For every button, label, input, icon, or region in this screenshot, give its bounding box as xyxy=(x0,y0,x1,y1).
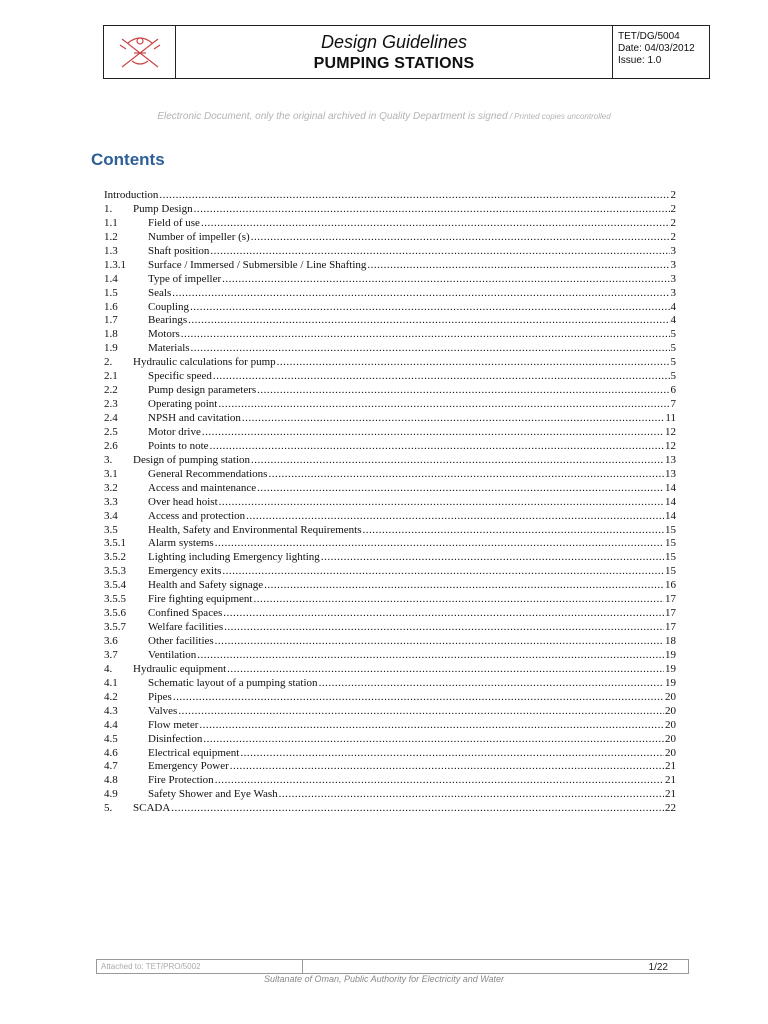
toc-entry[interactable] xyxy=(104,328,676,342)
toc-entry-page: 7 xyxy=(670,398,676,411)
toc-entry-page: 5 xyxy=(670,342,676,355)
toc-dot-leader xyxy=(191,342,670,356)
toc-entry-page: 19 xyxy=(665,648,676,661)
doc-date: Date: 04/03/2012 xyxy=(618,43,695,54)
toc-dot-leader xyxy=(253,593,664,607)
doc-code: TET/DG/5004 xyxy=(618,31,680,42)
toc-entry-page: 12 xyxy=(665,425,676,438)
toc-entry-title: Seals xyxy=(148,286,172,299)
toc-entry[interactable] xyxy=(104,189,676,203)
toc-entry-number: 4.3 xyxy=(104,704,118,717)
toc-entry-page: 21 xyxy=(665,760,676,773)
toc-entry[interactable] xyxy=(104,774,676,788)
toc-entry-title: Specific speed xyxy=(148,370,212,383)
toc-entry-number: 4.7 xyxy=(104,760,118,773)
toc-entry-page: 20 xyxy=(665,746,676,759)
toc-dot-leader xyxy=(215,537,664,551)
toc-entry-title: Design of pumping station xyxy=(133,453,251,466)
toc-entry-number: 2.3 xyxy=(104,398,118,411)
table-of-contents xyxy=(104,189,676,816)
logo-cell xyxy=(104,26,176,78)
toc-entry[interactable] xyxy=(104,370,676,384)
toc-entry-title: Alarm systems xyxy=(148,537,214,550)
toc-entry-number: 1. xyxy=(104,202,113,215)
toc-dot-leader xyxy=(159,189,669,203)
toc-entry-title: Pipes xyxy=(148,690,172,703)
toc-entry-title: SCADA xyxy=(133,802,171,815)
toc-entry-number: 2.4 xyxy=(104,412,118,424)
toc-entry[interactable] xyxy=(104,747,676,761)
toc-entry[interactable] xyxy=(104,314,676,328)
document-header xyxy=(103,25,710,79)
toc-entry-title: Points to note xyxy=(148,439,209,452)
toc-dot-leader xyxy=(251,231,670,245)
toc-entry-number: 3.5.5 xyxy=(104,593,126,606)
toc-dot-leader xyxy=(219,496,664,510)
toc-dot-leader xyxy=(197,649,664,663)
toc-entry-number: 4.4 xyxy=(104,718,118,731)
footer-box xyxy=(96,959,689,974)
toc-dot-leader xyxy=(201,217,670,231)
toc-dot-leader xyxy=(173,691,664,705)
toc-entry[interactable] xyxy=(104,412,676,426)
toc-entry-page: 4 xyxy=(670,300,676,313)
toc-entry-title: Schematic layout of a pumping station xyxy=(148,676,318,689)
toc-entry-title: Fire fighting equipment xyxy=(148,593,253,606)
toc-entry-title: Other facilities xyxy=(148,635,214,647)
toc-entry[interactable] xyxy=(104,496,676,510)
meta-cell xyxy=(613,26,709,78)
toc-entry-page: 2 xyxy=(670,230,676,243)
toc-entry-number: 2. xyxy=(104,356,113,369)
toc-entry[interactable] xyxy=(104,468,676,482)
toc-entry-number: 1.6 xyxy=(104,300,118,313)
toc-dot-leader xyxy=(277,356,670,370)
toc-dot-leader xyxy=(222,273,669,287)
toc-entry-number: 2.1 xyxy=(104,370,118,383)
toc-entry-number: 3.3 xyxy=(104,495,118,508)
toc-entry[interactable] xyxy=(104,510,676,524)
toc-entry-page: 20 xyxy=(665,704,676,717)
toc-entry-page: 11 xyxy=(665,412,676,424)
toc-entry-page: 16 xyxy=(665,579,676,592)
toc-entry[interactable] xyxy=(104,760,676,774)
toc-entry-title: Fire Protection xyxy=(148,774,214,787)
contents-heading: Contents xyxy=(91,150,165,169)
toc-entry[interactable] xyxy=(104,342,676,356)
toc-entry-number: 1.1 xyxy=(104,216,118,229)
toc-entry-page: 15 xyxy=(665,523,676,536)
toc-entry-number: 3.5.2 xyxy=(104,551,126,564)
toc-entry-page: 3 xyxy=(670,258,676,271)
toc-entry-number: 5. xyxy=(104,802,113,815)
toc-entry[interactable] xyxy=(104,691,676,705)
toc-entry-title: Pump Design xyxy=(133,202,193,215)
toc-entry[interactable] xyxy=(104,454,676,468)
toc-entry-page: 15 xyxy=(665,551,676,564)
toc-dot-leader xyxy=(215,635,664,649)
toc-entry-number: 1.8 xyxy=(104,328,118,341)
toc-entry-number: 3.5.7 xyxy=(104,621,126,634)
toc-entry-page: 14 xyxy=(665,495,676,508)
doc-subtitle: PUMPING STATIONS xyxy=(313,55,475,72)
toc-dot-leader xyxy=(190,301,670,315)
toc-entry-page: 2 xyxy=(670,202,676,215)
toc-dot-leader xyxy=(172,287,669,301)
toc-entry-title: Emergency Power xyxy=(148,760,229,773)
toc-entry[interactable] xyxy=(104,384,676,398)
toc-dot-leader xyxy=(215,774,664,788)
toc-entry-title: Access and maintenance xyxy=(148,481,257,494)
toc-entry[interactable] xyxy=(104,301,676,315)
emblem-icon xyxy=(114,31,166,73)
toc-entry-number: 4.9 xyxy=(104,788,118,801)
doc-title: Design Guidelines xyxy=(320,32,468,52)
toc-entry-title: Motor drive xyxy=(148,425,201,438)
footer-attached: Attached to: TET/PRO/5002 xyxy=(97,960,303,973)
toc-entry[interactable] xyxy=(104,802,676,816)
toc-entry-title: Health, Safety and Environmental Requirements xyxy=(148,523,362,536)
document-notice xyxy=(0,111,768,122)
toc-entry-number: 3.6 xyxy=(104,635,118,647)
toc-entry-page: 3 xyxy=(670,286,676,299)
toc-entry-page: 20 xyxy=(665,718,676,731)
toc-entry-title: Ventilation xyxy=(148,648,197,661)
toc-entry-number: 1.9 xyxy=(104,342,118,355)
toc-entry-page: 22 xyxy=(665,802,676,815)
toc-dot-leader xyxy=(213,370,670,384)
toc-entry-page: 12 xyxy=(665,439,676,452)
toc-dot-leader xyxy=(222,565,664,579)
toc-dot-leader xyxy=(242,412,665,426)
toc-entry-number: 1.4 xyxy=(104,272,118,285)
toc-entry-page: 20 xyxy=(665,690,676,703)
toc-entry-title: Lighting including Emergency lighting xyxy=(148,551,320,564)
toc-entry-number: 4.2 xyxy=(104,690,118,703)
toc-entry-title: Type of impeller xyxy=(148,272,222,285)
toc-entry-number: 1.3 xyxy=(104,244,118,257)
toc-entry-page: 21 xyxy=(665,788,676,801)
toc-entry-page: 3 xyxy=(670,244,676,257)
toc-entry[interactable] xyxy=(104,356,676,370)
toc-entry[interactable] xyxy=(104,719,676,733)
toc-entry-title: Hydraulic calculations for pump xyxy=(133,356,276,369)
toc-entry-title: Over head hoist xyxy=(148,495,218,508)
toc-dot-leader xyxy=(210,440,664,454)
toc-entry-number: 3.4 xyxy=(104,509,118,522)
toc-dot-leader xyxy=(188,314,669,328)
toc-entry[interactable] xyxy=(104,621,676,635)
toc-entry-page: 19 xyxy=(665,676,676,689)
toc-entry-number: 1.2 xyxy=(104,230,118,243)
toc-entry-page: 5 xyxy=(670,328,676,341)
toc-entry[interactable] xyxy=(104,245,676,259)
toc-entry-number: 3.5.4 xyxy=(104,579,126,592)
toc-dot-leader xyxy=(224,621,664,635)
toc-entry-number: 4.5 xyxy=(104,732,118,745)
toc-entry-number: 3.1 xyxy=(104,467,118,480)
toc-entry-page: 2 xyxy=(670,216,676,229)
toc-dot-leader xyxy=(230,760,664,774)
toc-entry[interactable] xyxy=(104,649,676,663)
toc-entry[interactable] xyxy=(104,287,676,301)
toc-dot-leader xyxy=(202,426,664,440)
toc-entry-title: Valves xyxy=(148,704,178,717)
toc-entry-title: Bearings xyxy=(148,314,188,327)
toc-entry-title: General Recommendations xyxy=(148,467,268,480)
toc-entry[interactable] xyxy=(104,593,676,607)
toc-entry-page: 13 xyxy=(665,453,676,466)
toc-entry-title: Flow meter xyxy=(148,718,199,731)
toc-entry-title: Safety Shower and Eye Wash xyxy=(148,788,278,801)
toc-entry-title: Shaft position xyxy=(148,244,210,257)
toc-entry[interactable] xyxy=(104,398,676,412)
toc-entry[interactable] xyxy=(104,551,676,565)
toc-dot-leader xyxy=(321,551,664,565)
toc-entry-title: Number of impeller (s) xyxy=(148,230,250,243)
toc-entry-title: Access and protection xyxy=(148,509,246,522)
toc-entry-number: 3. xyxy=(104,453,113,466)
toc-entry[interactable] xyxy=(104,259,676,273)
toc-entry-title: Hydraulic equipment xyxy=(133,662,227,675)
toc-entry-page: 15 xyxy=(665,565,676,578)
notice-small: / Printed copies uncontrolled xyxy=(507,112,611,121)
toc-entry-number: 4. xyxy=(104,662,113,675)
toc-entry-page: 6 xyxy=(670,384,676,397)
toc-dot-leader xyxy=(171,802,664,816)
toc-entry-number: 4.1 xyxy=(104,676,118,689)
toc-entry-page: 21 xyxy=(665,774,676,787)
toc-entry-page: 5 xyxy=(670,370,676,383)
toc-entry-page: 13 xyxy=(665,467,676,480)
toc-entry[interactable] xyxy=(104,565,676,579)
toc-entry[interactable] xyxy=(104,663,676,677)
toc-entry[interactable] xyxy=(104,705,676,719)
toc-entry[interactable] xyxy=(104,524,676,538)
toc-entry-title: Emergency exits xyxy=(148,565,222,578)
toc-dot-leader xyxy=(178,705,664,719)
page-number: 1/22 xyxy=(648,962,668,973)
toc-entry-number: 4.8 xyxy=(104,774,118,787)
toc-entry-page: 15 xyxy=(665,537,676,550)
toc-dot-leader xyxy=(251,454,664,468)
toc-entry-title: Welfare facilities xyxy=(148,621,224,634)
toc-entry[interactable] xyxy=(104,635,676,649)
toc-entry[interactable] xyxy=(104,733,676,747)
toc-entry-title: Confined Spaces xyxy=(148,607,223,620)
toc-dot-leader xyxy=(223,607,664,621)
toc-entry-page: 5 xyxy=(670,356,676,369)
toc-dot-leader xyxy=(257,384,669,398)
notice-main: Electronic Document, only the original archived in Quality Department is signed xyxy=(157,111,508,122)
toc-entry-page: 18 xyxy=(665,635,676,647)
toc-entry-number: 1.3.1 xyxy=(104,258,126,271)
toc-entry[interactable] xyxy=(104,440,676,454)
toc-entry[interactable] xyxy=(104,677,676,691)
toc-dot-leader xyxy=(194,203,670,217)
toc-entry-number: 2.6 xyxy=(104,439,118,452)
doc-issue: Issue: 1.0 xyxy=(618,55,662,66)
toc-entry-page: 14 xyxy=(665,481,676,494)
toc-dot-leader xyxy=(257,482,664,496)
toc-entry[interactable] xyxy=(104,537,676,551)
toc-entry[interactable] xyxy=(104,788,676,802)
toc-entry-title: Disinfection xyxy=(148,732,203,745)
title-cell xyxy=(176,26,613,78)
toc-entry[interactable] xyxy=(104,482,676,496)
toc-entry-number: 3.5 xyxy=(104,523,118,536)
toc-entry-number: 2.5 xyxy=(104,425,118,438)
toc-dot-leader xyxy=(199,719,664,733)
toc-entry[interactable] xyxy=(104,231,676,245)
toc-entry-title: NPSH and cavitation xyxy=(148,412,241,424)
toc-entry[interactable] xyxy=(104,217,676,231)
toc-dot-leader xyxy=(268,468,664,482)
toc-entry-number: 3.5.6 xyxy=(104,607,126,620)
toc-entry-title: Pump design parameters xyxy=(148,384,257,397)
toc-entry-number: 1.7 xyxy=(104,314,118,327)
toc-entry-number: 3.7 xyxy=(104,648,118,661)
toc-entry-title: Electrical equipment xyxy=(148,746,240,759)
toc-dot-leader xyxy=(203,733,664,747)
toc-dot-leader xyxy=(279,788,664,802)
toc-entry-number: 3.5.3 xyxy=(104,565,126,578)
toc-entry-page: 4 xyxy=(670,314,676,327)
toc-dot-leader xyxy=(181,328,670,342)
toc-entry-title: Surface / Immersed / Submersible / Line Shafting xyxy=(148,258,367,271)
toc-entry-page: 19 xyxy=(665,662,676,675)
toc-entry-number: 2.2 xyxy=(104,384,118,397)
toc-dot-leader xyxy=(210,245,669,259)
toc-dot-leader xyxy=(218,398,669,412)
toc-entry-title: Materials xyxy=(148,342,190,355)
toc-dot-leader xyxy=(264,579,664,593)
toc-dot-leader xyxy=(363,524,664,538)
toc-entry-title: Field of use xyxy=(148,216,200,229)
toc-dot-leader xyxy=(227,663,664,677)
toc-entry[interactable] xyxy=(104,426,676,440)
toc-entry-number: 4.6 xyxy=(104,746,118,759)
toc-entry-page: 20 xyxy=(665,732,676,745)
toc-entry[interactable] xyxy=(104,203,676,217)
toc-entry[interactable] xyxy=(104,579,676,593)
toc-entry-title: Motors xyxy=(148,328,180,341)
toc-entry-page: 17 xyxy=(665,621,676,634)
toc-dot-leader xyxy=(246,510,664,524)
toc-dot-leader xyxy=(367,259,669,273)
toc-entry-page: 17 xyxy=(665,593,676,606)
toc-entry[interactable] xyxy=(104,607,676,621)
toc-entry-page: 14 xyxy=(665,509,676,522)
toc-entry-title: Introduction xyxy=(104,189,159,201)
toc-entry-title: Operating point xyxy=(148,398,218,411)
toc-entry-page: 2 xyxy=(670,189,676,201)
toc-entry-number: 3.2 xyxy=(104,481,118,494)
toc-entry-title: Health and Safety signage xyxy=(148,579,264,592)
toc-dot-leader xyxy=(319,677,664,691)
toc-entry-title: Coupling xyxy=(148,300,189,313)
toc-entry[interactable] xyxy=(104,273,676,287)
toc-entry-page: 17 xyxy=(665,607,676,620)
toc-entry-page: 3 xyxy=(670,272,676,285)
toc-entry-number: 3.5.1 xyxy=(104,537,126,550)
toc-dot-leader xyxy=(240,747,664,761)
toc-entry-number: 1.5 xyxy=(104,286,118,299)
footer-organization: Sultanate of Oman, Public Authority for Electricity and Water xyxy=(263,974,505,984)
